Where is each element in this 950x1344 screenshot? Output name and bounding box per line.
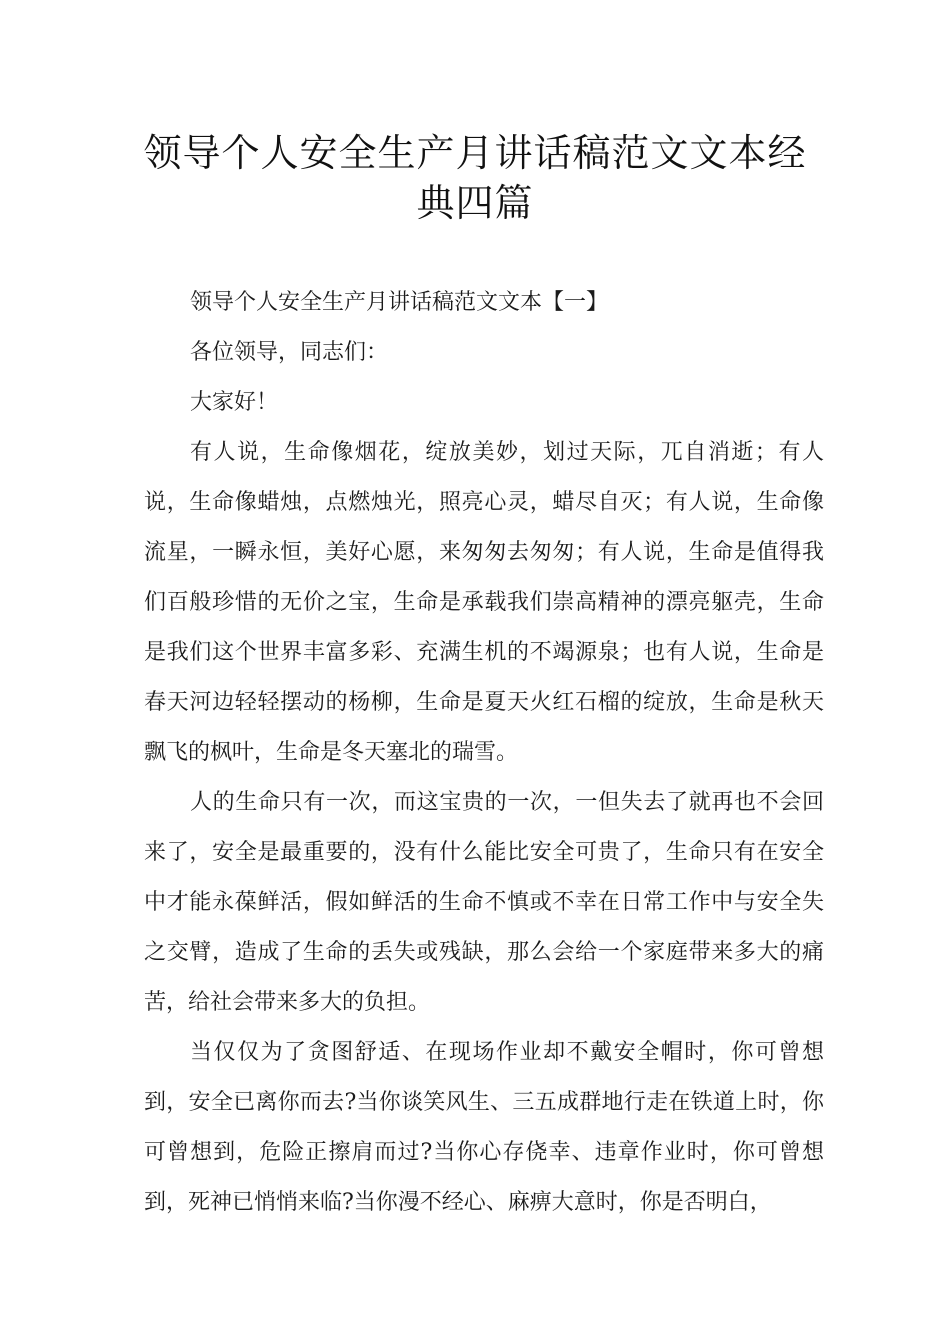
body-paragraph: 人的生命只有一次，而这宝贵的一次，一但失去了就再也不会回来了，安全是最重要的，没有什么能比安全可贵了，生命只有在安全中才能永葆鲜活，假如鲜活的生命不慎或不幸在日常工作中与安全失之交臂，造成了生命的丢失或残缺，那么会给一个家庭带来多大的痛苦，给社会带来多大的负担。 [144, 790, 824, 1015]
document-body [144, 278, 824, 1228]
body-paragraph: 当仅仅为了贪图舒适、在现场作业却不戴安全帽时，你可曾想到，安全已离你而去?当你谈笑风生、三五成群地行走在铁道上时，你可曾想到，危险正擦肩而过?当你心存侥幸、违章作业时，你可曾想到，死神已悄悄来临?当你漫不经心、麻痹大意时，你是否明白， [144, 1040, 824, 1215]
document-title: 领导个人安全生产月讲话稿范文文本经典四篇 [143, 131, 807, 225]
body-paragraph: 有人说，生命像烟花，绽放美妙，划过天际，兀自消逝；有人说，生命像蜡烛，点燃烛光，照亮心灵，蜡尽自灭；有人说，生命像流星，一瞬永恒，美好心愿，来匆匆去匆匆；有人说，生命是值得我们百般珍惜的无价之宝，生命是承载我们崇高精神的漂亮躯壳，生命是我们这个世界丰富多彩、充满生机的不竭源泉；也有人说，生命是春天河边轻轻摆动的杨柳，生命是夏天火红石榴的绽放，生命是秋天飘飞的枫叶，生命是冬天塞北的瑞雪。 [144, 440, 824, 765]
section-heading: 领导个人安全生产月讲话稿范文文本【一】 [190, 290, 609, 315]
salutation: 各位领导，同志们： [190, 340, 389, 365]
greeting: 大家好！ [190, 390, 279, 415]
